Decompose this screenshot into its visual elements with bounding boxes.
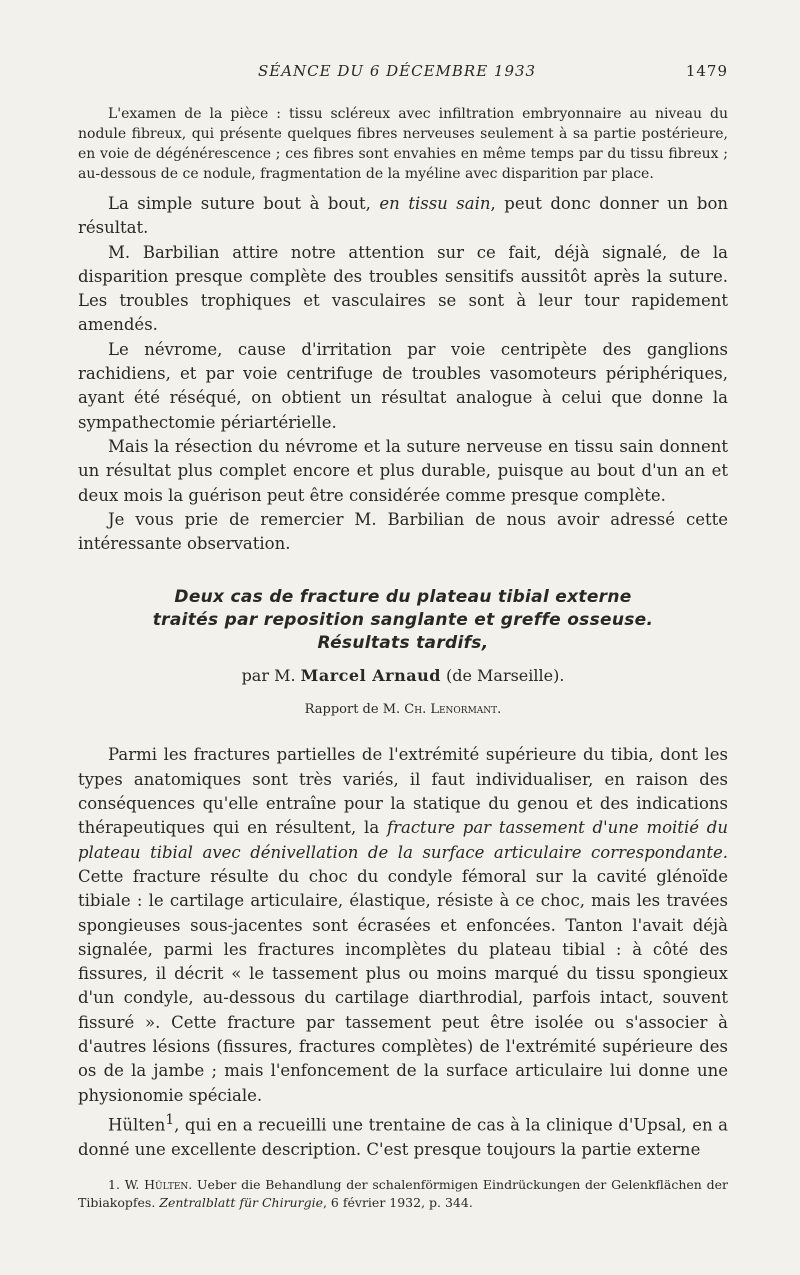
article-title-line: traités par reposition sanglante et greffe osseuse. bbox=[152, 610, 654, 631]
journal-name: Zentralblatt für Chirurgie bbox=[159, 1195, 323, 1210]
affiliation: (de Marseille). bbox=[440, 666, 565, 686]
paragraph: Le névrome, cause d'irritation par voie centripète des ganglions rachidiens, et par voie centrifuge de troubles vasomoteurs périphériques, ayant été réséqué, on obtient un résultat analogue à celui que donne la sympathectomie périartérielle. bbox=[78, 339, 728, 432]
footnote-author: Hülten bbox=[144, 1177, 189, 1192]
footnote bbox=[78, 1176, 728, 1212]
emphasis: en tissu sain bbox=[379, 194, 491, 213]
paragraph: M. Barbilian attire notre attention sur ce fait, déjà signalé, de la disparition presque complète des troubles sensitifs aussitôt après la suture. Les troubles trophiques et vasculaires se sont à leur tour rapidement amendés. bbox=[78, 242, 728, 335]
running-head: SÉANCE DU 6 DÉCEMBRE 1933 bbox=[258, 62, 537, 80]
page-body bbox=[78, 104, 728, 1212]
paragraph bbox=[78, 1108, 728, 1162]
report-prefix: Rapport de M. bbox=[304, 702, 405, 718]
author-name: Marcel Arnaud bbox=[300, 666, 441, 686]
footnote-number: 1. W. bbox=[108, 1177, 145, 1192]
text-run: Parmi les fractures partielles de l'extrémité supérieure du tibia, dont les types anatomiques sont très variés, il faut individualiser, en raison des conséquences qu'elle entraîne pour la statique du genou et des indications thérapeutiques qui en résultent, la bbox=[78, 745, 728, 838]
text-run: Cette fracture résulte du choc du condyle fémoral sur la cavité glénoïde tibiale : le cartilage articulaire, élastique, résiste à ce choc, mais les travées spongieuses sous-jacentes sont écrasées et enfoncées. Tanton l'avait déjà signalée, parmi les fractures incomplètes du plateau tibial : à côté des fissures, il décrit « le tassement plus ou moins marqué du tissu spongieux d'un condyle, au-dessous du cartilage diarthrodial, parfois intact, souvent fissuré ». Cette fracture par tassement peut être isolée ou s'associer à d'autres lésions (fissures, fractures complètes) de l'extrémité supérieure des os de la jambe ; mais l'enfoncement de la surface articulaire lui donne une physionomie spéciale. bbox=[78, 866, 728, 1105]
text-run: , peut donc donner un bon résultat. bbox=[78, 194, 729, 238]
page-number: 1479 bbox=[685, 62, 728, 80]
paragraph: Mais la résection du névrome et la suture nerveuse en tissu sain donnent un résultat plus complet encore et plus durable, puisque au bout d'un an et deux mois la guérison peut être considérée comme presque complète. bbox=[78, 436, 728, 505]
emphasis: fracture par tassement d'une moitié du plateau tibial avec dénivellation de la surface articulaire correspondante. bbox=[78, 818, 728, 862]
report-line bbox=[78, 701, 728, 719]
article-heading bbox=[78, 586, 728, 719]
byline-prefix: par M. bbox=[241, 666, 301, 686]
reporter-name: Ch. Lenormant. bbox=[404, 702, 502, 718]
paragraph: Je vous prie de remercier M. Barbilian de nous avoir adressé cette intéressante observation. bbox=[78, 509, 728, 554]
text-run: Hülten bbox=[108, 1115, 166, 1135]
text-run: , qui en a recueilli une trentaine de cas à la clinique d'Upsal, en a donné une excellente description. C'est presque toujours la partie externe bbox=[78, 1115, 728, 1159]
footnote-marker: 1 bbox=[165, 1111, 175, 1128]
paragraph bbox=[78, 743, 728, 1107]
paragraph bbox=[78, 192, 728, 241]
text-run: La simple suture bout à bout, bbox=[108, 194, 380, 213]
article-title-line: Résultats tardifs, bbox=[317, 633, 489, 654]
article-title-line: Deux cas de fracture du plateau tibial externe bbox=[174, 587, 632, 608]
text-run: , 6 février 1932, p. 344. bbox=[322, 1195, 473, 1210]
paragraph: L'examen de la pièce : tissu scléreux avec infiltration embryonnaire au niveau du nodule fibreux, qui présente quelques fibres nerveuses seulement à sa partie postérieure, en voie de dégénérescence ; ces fibres sont envahies en même temps par du tissu fibreux ; au-dessous de ce nodule, fragmentation de la myéline avec disparition par place. bbox=[78, 106, 728, 182]
byline bbox=[78, 665, 728, 687]
text-run: . Ueber die Behandlung der schalenförmigen Eindrückungen der Gelenkflächen der Tibiakopfes. bbox=[78, 1177, 728, 1210]
